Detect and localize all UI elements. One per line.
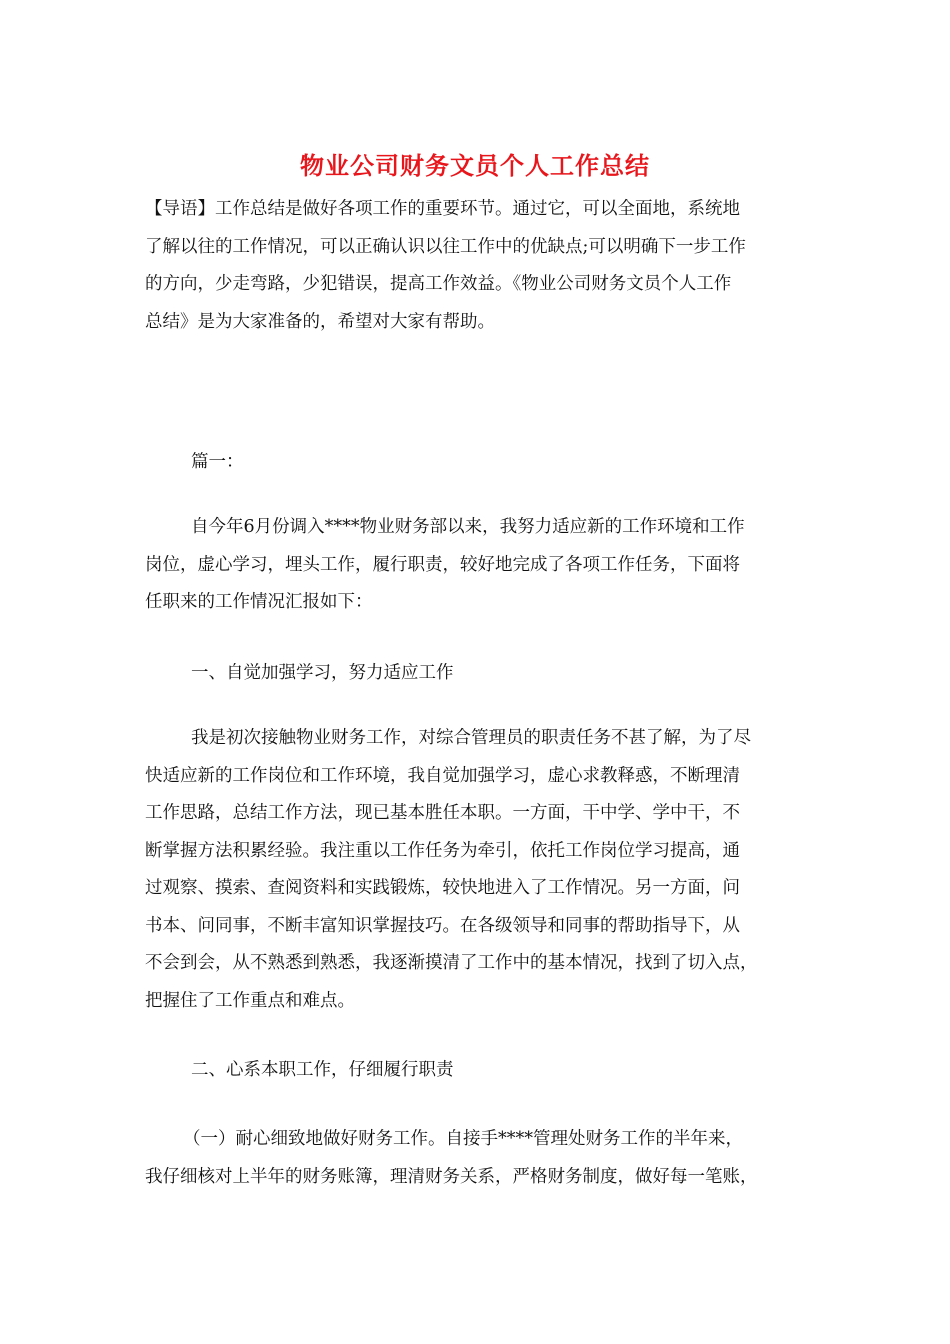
intro-paragraph bbox=[145, 191, 810, 341]
section-label: 篇一： bbox=[191, 452, 244, 472]
heading-1: 一、自觉加强学习，努力适应工作 bbox=[191, 663, 454, 683]
paragraph-line: 快适应新的工作岗位和工作环境，我自觉加强学习，虚心求教释惑，不断理清 bbox=[145, 765, 740, 786]
paragraph-line: 岗位，虚心学习，埋头工作，履行职责，较好地完成了各项工作任务，下面将 bbox=[145, 554, 740, 575]
document-title: 物业公司财务文员个人工作总结 bbox=[300, 151, 650, 180]
paragraph-line: 工作思路，总结工作方法，现已基本胜任本职。一方面，干中学、学中干，不 bbox=[145, 803, 740, 823]
paragraph-line: 我是初次接触物业财务工作，对综合管理员的职责任务不甚了解，为了尽 bbox=[191, 728, 751, 748]
intro-line: 的方向，少走弯路，少犯错误，提高工作效益。《物业公司财务文员个人工作 bbox=[145, 274, 732, 294]
paragraph-line: 断掌握方法积累经验。我注重以工作任务为牵引，依托工作岗位学习提高，通 bbox=[145, 840, 740, 861]
intro-line: 【导语】工作总结是做好各项工作的重要环节。通过它，可以全面地，系统地 bbox=[145, 199, 740, 219]
heading-2: 二、心系本职工作，仔细履行职责 bbox=[191, 1060, 454, 1080]
paragraph-1 bbox=[145, 509, 810, 622]
paragraph-line: 书本、问同事，不断丰富知识掌握技巧。在各级领导和同事的帮助指导下，从 bbox=[145, 915, 740, 936]
paragraph-line: 自今年6月份调入****物业财务部以来，我努力适应新的工作环境和工作 bbox=[191, 517, 745, 537]
paragraph-line: （一）耐心细致地做好财务工作。自接手****管理处财务工作的半年来， bbox=[183, 1129, 743, 1149]
paragraph-line: 我仔细核对上半年的财务账簿，理清财务关系，严格财务制度，做好每一笔账， bbox=[145, 1166, 758, 1187]
paragraph-line: 过观察、摸索、查阅资料和实践锻炼，较快地进入了工作情况。另一方面，问 bbox=[145, 878, 740, 898]
paragraph-line: 不会到会，从不熟悉到熟悉，我逐渐摸清了工作中的基本情况，找到了切入点， bbox=[145, 953, 758, 973]
paragraph-line: 把握住了工作重点和难点。 bbox=[145, 990, 355, 1011]
paragraph-3 bbox=[145, 1121, 810, 1196]
intro-line: 总结》是为大家准备的，希望对大家有帮助。 bbox=[145, 311, 495, 332]
intro-line: 了解以往的工作情况，可以正确认识以往工作中的优缺点;可以明确下一步工作 bbox=[145, 236, 746, 257]
paragraph-2 bbox=[145, 720, 810, 1020]
paragraph-line: 任职来的工作情况汇报如下： bbox=[145, 592, 373, 612]
